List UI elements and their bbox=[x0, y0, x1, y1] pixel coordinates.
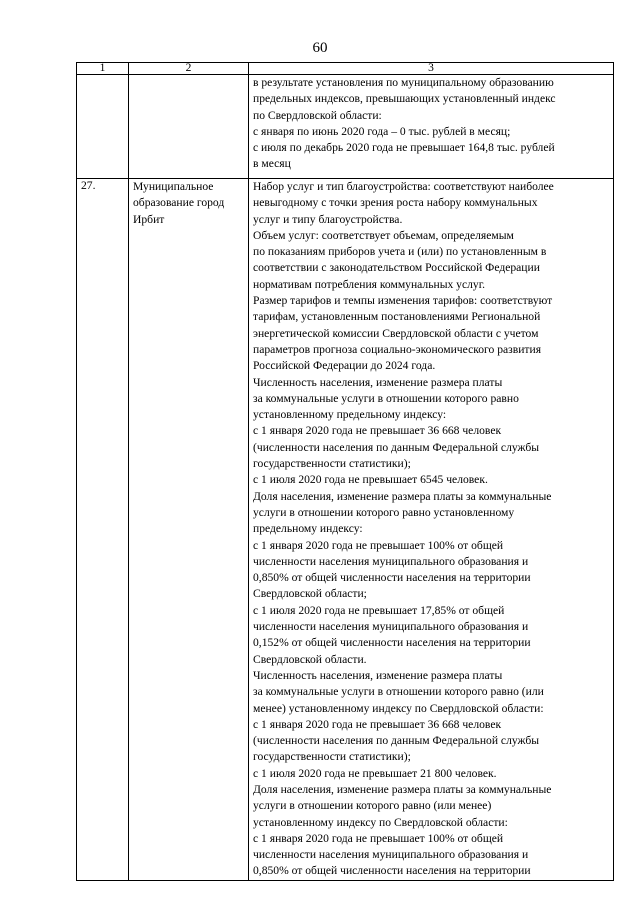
description-text-line: (численности населения по данным Федеральной службы bbox=[253, 734, 540, 748]
description-text-line: с 1 января 2020 года не превышает 36 668 человек bbox=[253, 717, 502, 731]
municipality-name-line: образование город bbox=[133, 196, 225, 210]
description-text-line: с 1 июля 2020 года не превышает 6545 человек. bbox=[253, 473, 488, 487]
description-text-line: Российской Федерации до 2024 года. bbox=[253, 359, 436, 373]
description-text-line: 0,152% от общей численности населения на территории bbox=[253, 636, 531, 650]
continuation-text-line: с июля по декабрь 2020 года не превышает 164,8 тыс. рублей bbox=[253, 141, 555, 155]
description-text-line: численности населения муниципального образования и bbox=[253, 848, 529, 862]
description-text-line: по показаниям приборов учета и (или) по установленным в bbox=[253, 245, 547, 259]
continuation-text-line: по Свердловской области: bbox=[253, 108, 382, 122]
description-text-line: с 1 июля 2020 года не превышает 21 800 человек. bbox=[253, 766, 497, 780]
description-text-line: установленному индексу по Свердловской области: bbox=[253, 815, 508, 829]
description-text-line: государственности статистики); bbox=[253, 750, 411, 764]
header-row bbox=[77, 63, 614, 75]
continuation-municipality-cell bbox=[129, 75, 249, 179]
description-cell bbox=[249, 179, 614, 881]
continuation-row bbox=[77, 75, 614, 179]
description-text-line: нормативам потребления коммунальных услуг. bbox=[253, 277, 486, 291]
page-number: 60 bbox=[312, 40, 328, 56]
header-cell-2: 2 bbox=[129, 63, 249, 75]
description-text-line: услуги в отношении которого равно (или менее) bbox=[253, 799, 492, 813]
continuation-text-line: с января по июнь 2020 года – 0 тыс. рублей в месяц; bbox=[253, 124, 511, 138]
municipality-cell bbox=[129, 179, 249, 881]
description-text-line: менее) установленному индексу по Свердловской области: bbox=[253, 701, 544, 715]
description-text-line: Численность населения, изменение размера платы bbox=[253, 668, 503, 682]
description-text-line: параметров прогноза социально-экономического развития bbox=[253, 342, 542, 356]
description-text-line: соответствии с законодательством Российской Федерации bbox=[253, 261, 540, 275]
description-text-line: Численность населения, изменение размера платы bbox=[253, 375, 503, 389]
description-text-line: с 1 июля 2020 года не превышает 17,85% от общей bbox=[253, 603, 505, 617]
description-text-line: Свердловской области. bbox=[253, 652, 367, 666]
description-text-line: предельному индексу: bbox=[253, 522, 363, 536]
continuation-text-line: в месяц bbox=[253, 157, 291, 171]
description-text-line: 0,850% от общей численности населения на территории bbox=[253, 571, 531, 585]
continuation-text-cell bbox=[249, 75, 614, 179]
continuation-number-cell bbox=[77, 75, 129, 179]
continuation-text-line: предельных индексов, превышающих установленный индекс bbox=[253, 92, 556, 106]
description-text-line: услуг и типу благоустройства. bbox=[253, 212, 403, 226]
description-text-line: с 1 января 2020 года не превышает 100% от общей bbox=[253, 831, 504, 845]
table-row-27 bbox=[77, 179, 614, 881]
municipality-name-line: Муниципальное bbox=[133, 180, 214, 193]
header-cell-3: 3 bbox=[249, 63, 614, 75]
description-text-line: Доля населения, изменение размера платы за коммунальные bbox=[253, 489, 552, 503]
description-text-line: государственности статистики); bbox=[253, 457, 411, 471]
description-text-line: Свердловской области; bbox=[253, 587, 367, 601]
description-text-line: невыгодному с точки зрения роста набору коммунальных bbox=[253, 196, 538, 210]
description-text-line: численности населения муниципального образования и bbox=[253, 620, 529, 634]
description-text-line: энергетической комиссии Свердловской области с учетом bbox=[253, 326, 539, 340]
description-text-line: Объем услуг: соответствует объемам, определяемым bbox=[253, 228, 514, 242]
description-text-line: Доля населения, изменение размера платы за коммунальные bbox=[253, 782, 552, 796]
row-number: 27. bbox=[77, 179, 129, 881]
description-text-line: с 1 января 2020 года не превышает 36 668 человек bbox=[253, 424, 502, 438]
description-text-line: 0,850% от общей численности населения на территории bbox=[253, 864, 531, 878]
header-cell-1: 1 bbox=[77, 63, 129, 75]
description-text-line: (численности населения по данным Федеральной службы bbox=[253, 440, 540, 454]
description-text-line: установленному предельному индексу: bbox=[253, 408, 447, 422]
document-table bbox=[76, 62, 614, 881]
description-text-line: Набор услуг и тип благоустройства: соответствуют наиболее bbox=[253, 180, 554, 193]
municipality-name-line: Ирбит bbox=[133, 212, 165, 226]
description-text-line: услуги в отношении которого равно установленному bbox=[253, 505, 515, 519]
description-text-line: за коммунальные услуги в отношении которого равно (или bbox=[253, 685, 544, 699]
description-text-line: численности населения муниципального образования и bbox=[253, 554, 529, 568]
description-text-line: Размер тарифов и темпы изменения тарифов: соответствуют bbox=[253, 294, 553, 308]
description-text-line: за коммунальные услуги в отношении которого равно bbox=[253, 391, 519, 405]
description-text-line: тарифам, установленным постановлениями Региональной bbox=[253, 310, 541, 324]
continuation-text-line: в результате установления по муниципальному образованию bbox=[253, 76, 554, 89]
description-text-line: с 1 января 2020 года не превышает 100% от общей bbox=[253, 538, 504, 552]
